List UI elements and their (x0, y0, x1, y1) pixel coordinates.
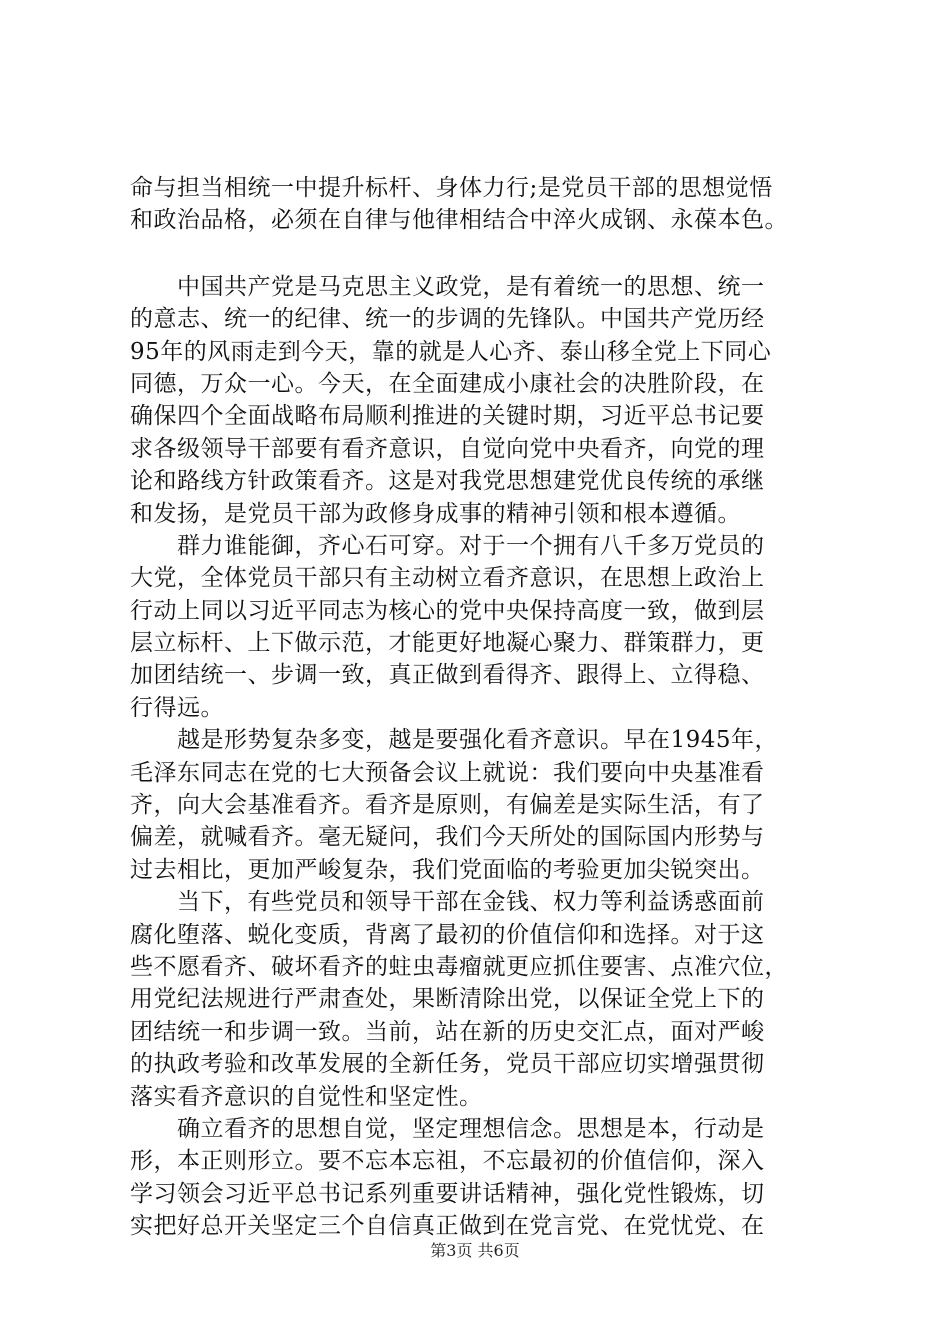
text-line: 腐化堕落、蜕化变质，背离了最初的价值信仰和选择。对于这 (130, 921, 765, 948)
text-line: 同德，万众一心。今天，在全面建成小康社会的决胜阶段，在 (130, 370, 765, 397)
text-line: 的意志、统一的纪律、统一的步调的先锋队。中国共产党历经 (130, 306, 765, 333)
text-line: 求各级领导干部要有看齐意识，自觉向党中央看齐，向党的理 (130, 435, 765, 462)
text-line: 落实看齐意识的自觉性和坚定性。 (130, 1083, 483, 1110)
text-line: 大党，全体党员干部只有主动树立看齐意识，在思想上政治上 (130, 565, 765, 592)
text-line: 的执政考验和改革发展的全新任务，党员干部应切实增强贯彻 (130, 1051, 765, 1078)
text-line: 越是形势复杂多变，越是要强化看齐意识。早在1945年， (130, 727, 779, 754)
text-line: 些不愿看齐、破坏看齐的蛀虫毒瘤就更应抓住要害、点准穴位， (130, 953, 788, 980)
text-line: 命与担当相统一中提升标杆、身体力行;是党员干部的思想觉悟 (130, 175, 773, 201)
paragraph-gap (130, 237, 830, 271)
text-line: 和政治品格，必须在自律与他律相结合中淬火成钢、永葆本色。 (130, 207, 788, 234)
text-line: 当下，有些党员和领导干部在金钱、权力等利益诱惑面前 (130, 889, 765, 916)
text-line: 用党纪法规进行严肃查处，果断清除出党，以保证全党上下的 (130, 986, 765, 1013)
text-line: 学习领会习近平总书记系列重要讲话精神，强化党性锻炼，切 (130, 1180, 765, 1207)
text-line: 群力谁能御，齐心石可穿。对于一个拥有八千多万党员的 (130, 532, 765, 559)
text-line: 形，本正则形立。要不忘本忘祖，不忘最初的价值信仰，深入 (130, 1148, 765, 1175)
text-line: 团结统一和步调一致。当前，站在新的历史交汇点，面对严峻 (130, 1018, 765, 1045)
document-body (130, 172, 830, 1243)
text-line: 确立看齐的思想自觉，坚定理想信念。思想是本，行动是 (130, 1115, 765, 1142)
text-line: 实把好总开关坚定三个自信真正做到在党言党、在党忧党、在 (130, 1213, 765, 1240)
text-line: 论和路线方针政策看齐。这是对我党思想建党优良传统的承继 (130, 468, 765, 495)
text-line: 过去相比，更加严峻复杂，我们党面临的考验更加尖锐突出。 (130, 856, 765, 883)
text-line: 偏差，就喊看齐。毫无疑问，我们今天所处的国际国内形势与 (130, 824, 765, 851)
text-line: 毛泽东同志在党的七大预备会议上就说：我们要向中央基准看 (130, 759, 765, 786)
text-line: 和发扬，是党员干部为政修身成事的精神引领和根本遵循。 (130, 500, 741, 527)
text-line: 行得远。 (130, 694, 224, 721)
page-footer: 第3页 共6页 (430, 1241, 520, 1260)
text-line: 层立标杆、上下做示范，才能更好地凝心聚力、群策群力，更 (130, 630, 765, 657)
text-line: 确保四个全面战略布局顺利推进的关键时期，习近平总书记要 (130, 403, 765, 430)
text-line: 加团结统一、步调一致，真正做到看得齐、跟得上、立得稳、 (130, 662, 765, 689)
paragraph-lines (130, 271, 830, 1243)
text-line: 齐，向大会基准看齐。看齐是原则，有偏差是实际生活，有了 (130, 792, 765, 819)
text-line: 行动上同以习近平同志为核心的党中央保持高度一致，做到层 (130, 597, 765, 624)
text-line: 95年的风雨走到今天，靠的就是人心齐、泰山移全党上下同心 (130, 338, 772, 365)
text-line: 中国共产党是马克思主义政党，是有着统一的思想、统一 (130, 273, 765, 300)
